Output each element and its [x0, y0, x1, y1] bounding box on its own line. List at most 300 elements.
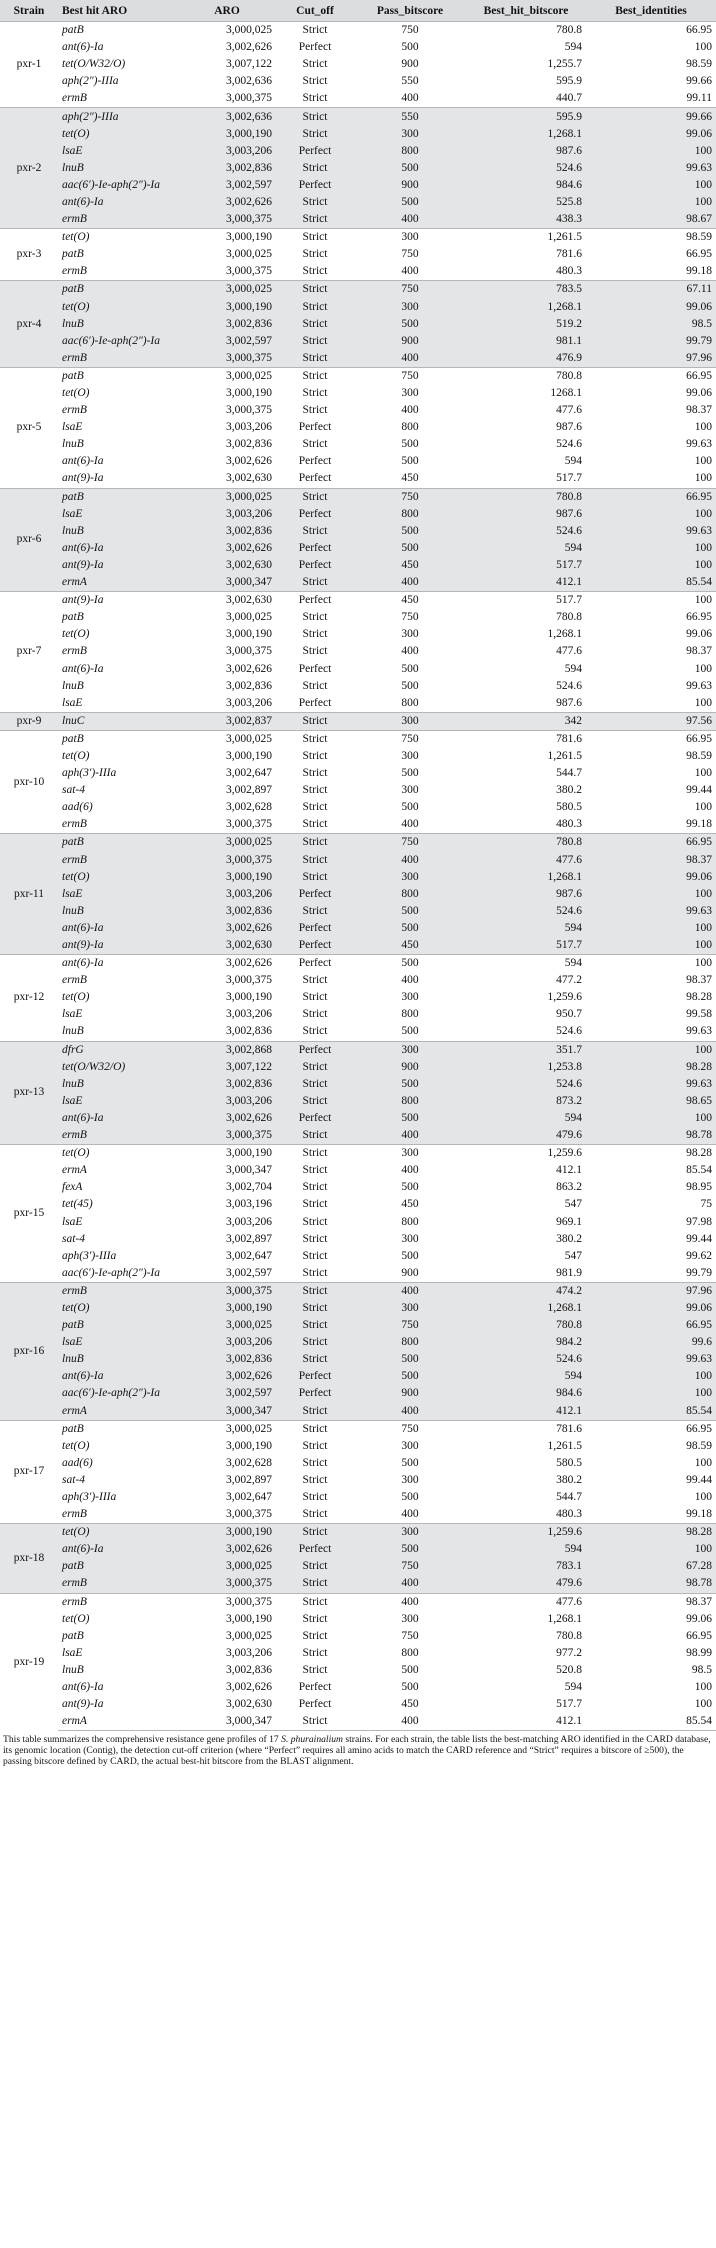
pass-bitscore-cell: 300 — [354, 989, 466, 1006]
table-row — [0, 419, 716, 436]
pass-bitscore-cell: 500 — [354, 903, 466, 920]
best-identities-cell: 100 — [586, 177, 716, 194]
cut-off-cell: Strict — [276, 765, 354, 782]
best-identities-cell: 99.06 — [586, 1611, 716, 1628]
aro-cell: 3,000,375 — [178, 350, 276, 368]
cut-off-cell: Strict — [276, 1575, 354, 1593]
strain-group — [0, 1041, 716, 1145]
cut-off-cell: Strict — [276, 1145, 354, 1163]
aro-cell: 3,000,025 — [178, 22, 276, 40]
strain-group — [0, 730, 716, 834]
gene-cell: tet(O) — [58, 299, 178, 316]
table-footnote — [0, 1731, 716, 1767]
best-hit-bitscore-cell: 524.6 — [466, 678, 586, 695]
pass-bitscore-cell: 300 — [354, 748, 466, 765]
best-hit-bitscore-cell: 594 — [466, 1368, 586, 1385]
cut-off-cell: Strict — [276, 333, 354, 350]
gene-cell: lnuB — [58, 903, 178, 920]
pass-bitscore-cell: 300 — [354, 869, 466, 886]
aro-cell: 3,000,190 — [178, 1611, 276, 1628]
gene-cell: aph(3′)-IIIa — [58, 765, 178, 782]
best-hit-bitscore-cell: 412.1 — [466, 574, 586, 592]
cut-off-cell: Strict — [276, 160, 354, 177]
best-identities-cell: 99.63 — [586, 903, 716, 920]
best-hit-bitscore-cell: 477.6 — [466, 852, 586, 869]
gene-cell: ermB — [58, 1593, 178, 1611]
pass-bitscore-cell: 500 — [354, 799, 466, 816]
gene-cell: tet(O) — [58, 1524, 178, 1542]
gene-cell: patB — [58, 22, 178, 40]
aro-cell: 3,000,190 — [178, 126, 276, 143]
aro-cell: 3,002,836 — [178, 436, 276, 453]
best-hit-bitscore-cell: 781.6 — [466, 246, 586, 263]
cut-off-cell: Strict — [276, 782, 354, 799]
aro-cell: 3,002,626 — [178, 39, 276, 56]
best-identities-cell: 99.18 — [586, 263, 716, 281]
cut-off-cell: Perfect — [276, 1679, 354, 1696]
cut-off-cell: Strict — [276, 1420, 354, 1438]
pass-bitscore-cell: 900 — [354, 1385, 466, 1402]
cut-off-cell: Strict — [276, 1611, 354, 1628]
table-row — [0, 834, 716, 852]
pass-bitscore-cell: 400 — [354, 90, 466, 108]
pass-bitscore-cell: 400 — [354, 402, 466, 419]
gene-cell: lsaE — [58, 1006, 178, 1023]
header-best-hit-aro: Best hit ARO — [58, 0, 178, 22]
gene-cell: ant(9)-Ia — [58, 1696, 178, 1713]
best-identities-cell: 97.56 — [586, 712, 716, 730]
best-identities-cell: 100 — [586, 1385, 716, 1402]
best-hit-bitscore-cell: 474.2 — [466, 1282, 586, 1300]
best-identities-cell: 100 — [586, 1679, 716, 1696]
best-identities-cell: 99.63 — [586, 678, 716, 695]
best-identities-cell: 67.11 — [586, 281, 716, 299]
best-hit-bitscore-cell: 517.7 — [466, 937, 586, 955]
cut-off-cell: Strict — [276, 1472, 354, 1489]
pass-bitscore-cell: 500 — [354, 1110, 466, 1127]
pass-bitscore-cell: 750 — [354, 488, 466, 506]
table-row — [0, 626, 716, 643]
best-hit-bitscore-cell: 524.6 — [466, 523, 586, 540]
best-identities-cell: 66.95 — [586, 609, 716, 626]
cut-off-cell: Strict — [276, 1076, 354, 1093]
best-hit-bitscore-cell: 351.7 — [466, 1041, 586, 1059]
table-row — [0, 782, 716, 799]
best-hit-bitscore-cell: 524.6 — [466, 903, 586, 920]
gene-cell: tet(O) — [58, 126, 178, 143]
aro-cell: 3,000,190 — [178, 748, 276, 765]
gene-cell: ermB — [58, 402, 178, 419]
best-identities-cell: 99.66 — [586, 73, 716, 90]
best-hit-bitscore-cell: 1,259.6 — [466, 1524, 586, 1542]
aro-cell: 3,002,836 — [178, 1662, 276, 1679]
table-row — [0, 246, 716, 263]
best-hit-bitscore-cell: 1,268.1 — [466, 626, 586, 643]
best-identities-cell: 98.28 — [586, 989, 716, 1006]
gene-cell: aac(6′)-Ie-aph(2″)-Ia — [58, 333, 178, 350]
best-identities-cell: 66.95 — [586, 834, 716, 852]
best-identities-cell: 99.44 — [586, 1472, 716, 1489]
table-row — [0, 1006, 716, 1023]
strain-group — [0, 281, 716, 367]
cut-off-cell: Perfect — [276, 1385, 354, 1402]
cut-off-cell: Strict — [276, 1662, 354, 1679]
pass-bitscore-cell: 300 — [354, 229, 466, 247]
best-identities-cell: 85.54 — [586, 574, 716, 592]
best-identities-cell: 99.44 — [586, 1231, 716, 1248]
table-row — [0, 1506, 716, 1524]
aro-cell: 3,002,630 — [178, 937, 276, 955]
best-hit-bitscore-cell: 987.6 — [466, 143, 586, 160]
strain-cell: pxr-6 — [0, 488, 58, 592]
strain-cell: pxr-3 — [0, 229, 58, 281]
pass-bitscore-cell: 500 — [354, 540, 466, 557]
best-hit-bitscore-cell: 547 — [466, 1248, 586, 1265]
strain-cell: pxr-17 — [0, 1420, 58, 1524]
best-hit-bitscore-cell: 479.6 — [466, 1127, 586, 1145]
aro-cell: 3,000,375 — [178, 643, 276, 660]
best-identities-cell: 85.54 — [586, 1403, 716, 1421]
cut-off-cell: Strict — [276, 1300, 354, 1317]
aro-cell: 3,002,630 — [178, 557, 276, 574]
table-row — [0, 1611, 716, 1628]
cut-off-cell: Perfect — [276, 920, 354, 937]
table-row — [0, 660, 716, 677]
table-row — [0, 1403, 716, 1421]
cut-off-cell: Strict — [276, 56, 354, 73]
table-row — [0, 574, 716, 592]
cut-off-cell: Strict — [276, 1317, 354, 1334]
best-hit-bitscore-cell: 783.5 — [466, 281, 586, 299]
best-identities-cell: 99.06 — [586, 869, 716, 886]
pass-bitscore-cell: 500 — [354, 160, 466, 177]
strain-group — [0, 955, 716, 1041]
strain-group — [0, 108, 716, 229]
footnote-species: S. phurainalium — [281, 1734, 343, 1746]
gene-cell: ant(9)-Ia — [58, 557, 178, 574]
best-identities-cell: 99.06 — [586, 626, 716, 643]
aro-cell: 3,000,375 — [178, 90, 276, 108]
gene-cell: ant(9)-Ia — [58, 470, 178, 488]
pass-bitscore-cell: 750 — [354, 834, 466, 852]
pass-bitscore-cell: 400 — [354, 1506, 466, 1524]
cut-off-cell: Strict — [276, 1282, 354, 1300]
best-identities-cell: 98.59 — [586, 56, 716, 73]
table-row — [0, 1645, 716, 1662]
cut-off-cell: Perfect — [276, 695, 354, 713]
cut-off-cell: Perfect — [276, 1368, 354, 1385]
gene-cell: ant(6)-Ia — [58, 194, 178, 211]
gene-cell: tet(45) — [58, 1196, 178, 1213]
best-hit-bitscore-cell: 517.7 — [466, 592, 586, 610]
best-identities-cell: 98.59 — [586, 229, 716, 247]
best-hit-bitscore-cell: 380.2 — [466, 1231, 586, 1248]
best-identities-cell: 100 — [586, 920, 716, 937]
pass-bitscore-cell: 400 — [354, 211, 466, 229]
cut-off-cell: Strict — [276, 712, 354, 730]
table-row — [0, 748, 716, 765]
aro-cell: 3,002,836 — [178, 903, 276, 920]
best-identities-cell: 97.96 — [586, 350, 716, 368]
cut-off-cell: Strict — [276, 281, 354, 299]
cut-off-cell: Perfect — [276, 39, 354, 56]
table-row — [0, 1438, 716, 1455]
aro-cell: 3,002,626 — [178, 1368, 276, 1385]
pass-bitscore-cell: 400 — [354, 643, 466, 660]
best-hit-bitscore-cell: 981.9 — [466, 1265, 586, 1283]
table-row — [0, 299, 716, 316]
gene-cell: ermB — [58, 263, 178, 281]
strain-cell: pxr-18 — [0, 1524, 58, 1593]
best-hit-bitscore-cell: 1,253.8 — [466, 1059, 586, 1076]
best-hit-bitscore-cell: 977.2 — [466, 1645, 586, 1662]
best-identities-cell: 98.37 — [586, 1593, 716, 1611]
pass-bitscore-cell: 500 — [354, 1541, 466, 1558]
table-row — [0, 1145, 716, 1163]
aro-cell: 3,000,025 — [178, 609, 276, 626]
pass-bitscore-cell: 300 — [354, 385, 466, 402]
pass-bitscore-cell: 500 — [354, 1351, 466, 1368]
gene-cell: aac(6′)-Ie-aph(2″)-Ia — [58, 1265, 178, 1283]
aro-cell: 3,000,025 — [178, 1420, 276, 1438]
best-hit-bitscore-cell: 480.3 — [466, 816, 586, 834]
cut-off-cell: Strict — [276, 748, 354, 765]
cut-off-cell: Perfect — [276, 937, 354, 955]
best-hit-bitscore-cell: 981.1 — [466, 333, 586, 350]
best-identities-cell: 98.28 — [586, 1524, 716, 1542]
cut-off-cell: Strict — [276, 1334, 354, 1351]
cut-off-cell: Strict — [276, 402, 354, 419]
cut-off-cell: Strict — [276, 1093, 354, 1110]
cut-off-cell: Strict — [276, 1403, 354, 1421]
best-identities-cell: 100 — [586, 799, 716, 816]
aro-cell: 3,000,375 — [178, 263, 276, 281]
gene-cell: ermB — [58, 90, 178, 108]
best-hit-bitscore-cell: 524.6 — [466, 1076, 586, 1093]
pass-bitscore-cell: 450 — [354, 937, 466, 955]
gene-cell: tet(O/W32/O) — [58, 56, 178, 73]
best-identities-cell: 75 — [586, 1196, 716, 1213]
table-row — [0, 263, 716, 281]
table-row — [0, 1317, 716, 1334]
gene-cell: lnuB — [58, 160, 178, 177]
cut-off-cell: Strict — [276, 1127, 354, 1145]
pass-bitscore-cell: 500 — [354, 1248, 466, 1265]
best-hit-bitscore-cell: 1,259.6 — [466, 1145, 586, 1163]
cut-off-cell: Perfect — [276, 886, 354, 903]
table-row — [0, 229, 716, 247]
gene-cell: aph(3′)-IIIa — [58, 1489, 178, 1506]
aro-cell: 3,002,630 — [178, 1696, 276, 1713]
aro-cell: 3,002,626 — [178, 1541, 276, 1558]
gene-cell: patB — [58, 730, 178, 748]
pass-bitscore-cell: 450 — [354, 592, 466, 610]
aro-cell: 3,003,206 — [178, 1213, 276, 1230]
table-row — [0, 73, 716, 90]
pass-bitscore-cell: 300 — [354, 1145, 466, 1163]
best-identities-cell: 97.98 — [586, 1213, 716, 1230]
aro-cell: 3,000,375 — [178, 1593, 276, 1611]
table-row — [0, 1368, 716, 1385]
strain-cell: pxr-2 — [0, 108, 58, 229]
cut-off-cell: Strict — [276, 1179, 354, 1196]
best-identities-cell: 99.06 — [586, 1300, 716, 1317]
pass-bitscore-cell: 450 — [354, 1196, 466, 1213]
best-identities-cell: 99.06 — [586, 385, 716, 402]
table-row — [0, 56, 716, 73]
table-row — [0, 1041, 716, 1059]
aro-cell: 3,002,626 — [178, 920, 276, 937]
best-hit-bitscore-cell: 412.1 — [466, 1403, 586, 1421]
pass-bitscore-cell: 900 — [354, 56, 466, 73]
pass-bitscore-cell: 800 — [354, 1334, 466, 1351]
table-row — [0, 886, 716, 903]
aro-cell: 3,003,206 — [178, 1645, 276, 1662]
best-identities-cell: 99.18 — [586, 816, 716, 834]
gene-cell: aad(6) — [58, 1455, 178, 1472]
table-row — [0, 350, 716, 368]
gene-cell: patB — [58, 609, 178, 626]
aro-cell: 3,002,628 — [178, 799, 276, 816]
strain-cell: pxr-15 — [0, 1145, 58, 1283]
best-identities-cell: 100 — [586, 194, 716, 211]
best-hit-bitscore-cell: 1,261.5 — [466, 1438, 586, 1455]
pass-bitscore-cell: 750 — [354, 367, 466, 385]
table-row — [0, 557, 716, 574]
gene-cell: tet(O) — [58, 1145, 178, 1163]
best-hit-bitscore-cell: 781.6 — [466, 730, 586, 748]
gene-cell: lsaE — [58, 419, 178, 436]
aro-cell: 3,000,190 — [178, 1438, 276, 1455]
pass-bitscore-cell: 400 — [354, 1575, 466, 1593]
gene-cell: ant(6)-Ia — [58, 1679, 178, 1696]
cut-off-cell: Strict — [276, 1196, 354, 1213]
table-row — [0, 1524, 716, 1542]
aro-cell: 3,002,647 — [178, 1248, 276, 1265]
cut-off-cell: Strict — [276, 972, 354, 989]
gene-cell: lsaE — [58, 1093, 178, 1110]
cut-off-cell: Strict — [276, 1628, 354, 1645]
cut-off-cell: Perfect — [276, 955, 354, 973]
best-hit-bitscore-cell: 517.7 — [466, 470, 586, 488]
cut-off-cell: Strict — [276, 1506, 354, 1524]
aro-cell: 3,002,837 — [178, 712, 276, 730]
pass-bitscore-cell: 450 — [354, 557, 466, 574]
table-row — [0, 402, 716, 419]
aro-cell: 3,000,025 — [178, 834, 276, 852]
best-hit-bitscore-cell: 412.1 — [466, 1162, 586, 1179]
cut-off-cell: Strict — [276, 194, 354, 211]
pass-bitscore-cell: 500 — [354, 194, 466, 211]
cut-off-cell: Strict — [276, 643, 354, 660]
aro-cell: 3,002,836 — [178, 1351, 276, 1368]
pass-bitscore-cell: 300 — [354, 1472, 466, 1489]
best-identities-cell: 66.95 — [586, 367, 716, 385]
pass-bitscore-cell: 300 — [354, 299, 466, 316]
aro-cell: 3,007,122 — [178, 1059, 276, 1076]
best-hit-bitscore-cell: 863.2 — [466, 1179, 586, 1196]
best-identities-cell: 98.59 — [586, 1438, 716, 1455]
table-row — [0, 333, 716, 350]
cut-off-cell: Strict — [276, 350, 354, 368]
best-hit-bitscore-cell: 594 — [466, 955, 586, 973]
pass-bitscore-cell: 500 — [354, 436, 466, 453]
aro-cell: 3,002,630 — [178, 592, 276, 610]
aro-cell: 3,002,626 — [178, 660, 276, 677]
table-row — [0, 1334, 716, 1351]
best-identities-cell: 99.63 — [586, 436, 716, 453]
gene-cell: ermB — [58, 643, 178, 660]
pass-bitscore-cell: 400 — [354, 574, 466, 592]
best-identities-cell: 99.06 — [586, 126, 716, 143]
best-hit-bitscore-cell: 476.9 — [466, 350, 586, 368]
table-row — [0, 730, 716, 748]
aro-cell: 3,000,347 — [178, 1403, 276, 1421]
table-row — [0, 955, 716, 973]
table-row — [0, 695, 716, 713]
pass-bitscore-cell: 500 — [354, 1023, 466, 1041]
table-row — [0, 453, 716, 470]
aro-cell: 3,000,375 — [178, 402, 276, 419]
header-cut-off: Cut_off — [276, 0, 354, 22]
strain-group — [0, 592, 716, 713]
aro-cell: 3,002,836 — [178, 316, 276, 333]
pass-bitscore-cell: 300 — [354, 1231, 466, 1248]
best-identities-cell: 66.95 — [586, 730, 716, 748]
gene-cell: fexA — [58, 1179, 178, 1196]
cut-off-cell: Perfect — [276, 453, 354, 470]
pass-bitscore-cell: 800 — [354, 1093, 466, 1110]
table-row — [0, 1472, 716, 1489]
gene-cell: tet(O) — [58, 869, 178, 886]
best-hit-bitscore-cell: 594 — [466, 540, 586, 557]
aro-cell: 3,002,636 — [178, 108, 276, 126]
pass-bitscore-cell: 400 — [354, 263, 466, 281]
best-identities-cell: 98.28 — [586, 1059, 716, 1076]
aro-cell: 3,003,206 — [178, 143, 276, 160]
best-hit-bitscore-cell: 517.7 — [466, 557, 586, 574]
table-row — [0, 211, 716, 229]
best-identities-cell: 100 — [586, 1041, 716, 1059]
pass-bitscore-cell: 800 — [354, 886, 466, 903]
pass-bitscore-cell: 800 — [354, 143, 466, 160]
pass-bitscore-cell: 450 — [354, 1696, 466, 1713]
gene-cell: patB — [58, 1558, 178, 1575]
best-identities-cell: 100 — [586, 506, 716, 523]
pass-bitscore-cell: 500 — [354, 765, 466, 782]
table-row — [0, 1093, 716, 1110]
cut-off-cell: Strict — [276, 385, 354, 402]
best-hit-bitscore-cell: 480.3 — [466, 1506, 586, 1524]
best-hit-bitscore-cell: 1,255.7 — [466, 56, 586, 73]
cut-off-cell: Strict — [276, 730, 354, 748]
table-row — [0, 799, 716, 816]
best-identities-cell: 99.58 — [586, 1006, 716, 1023]
pass-bitscore-cell: 400 — [354, 1403, 466, 1421]
table-row — [0, 177, 716, 194]
pass-bitscore-cell: 300 — [354, 1524, 466, 1542]
cut-off-cell: Strict — [276, 229, 354, 247]
gene-cell: ermA — [58, 574, 178, 592]
cut-off-cell: Strict — [276, 367, 354, 385]
cut-off-cell: Strict — [276, 1455, 354, 1472]
strain-group — [0, 367, 716, 488]
cut-off-cell: Strict — [276, 211, 354, 229]
best-identities-cell: 100 — [586, 143, 716, 160]
cut-off-cell: Strict — [276, 1713, 354, 1731]
strain-cell: pxr-4 — [0, 281, 58, 367]
aro-cell: 3,002,897 — [178, 1231, 276, 1248]
